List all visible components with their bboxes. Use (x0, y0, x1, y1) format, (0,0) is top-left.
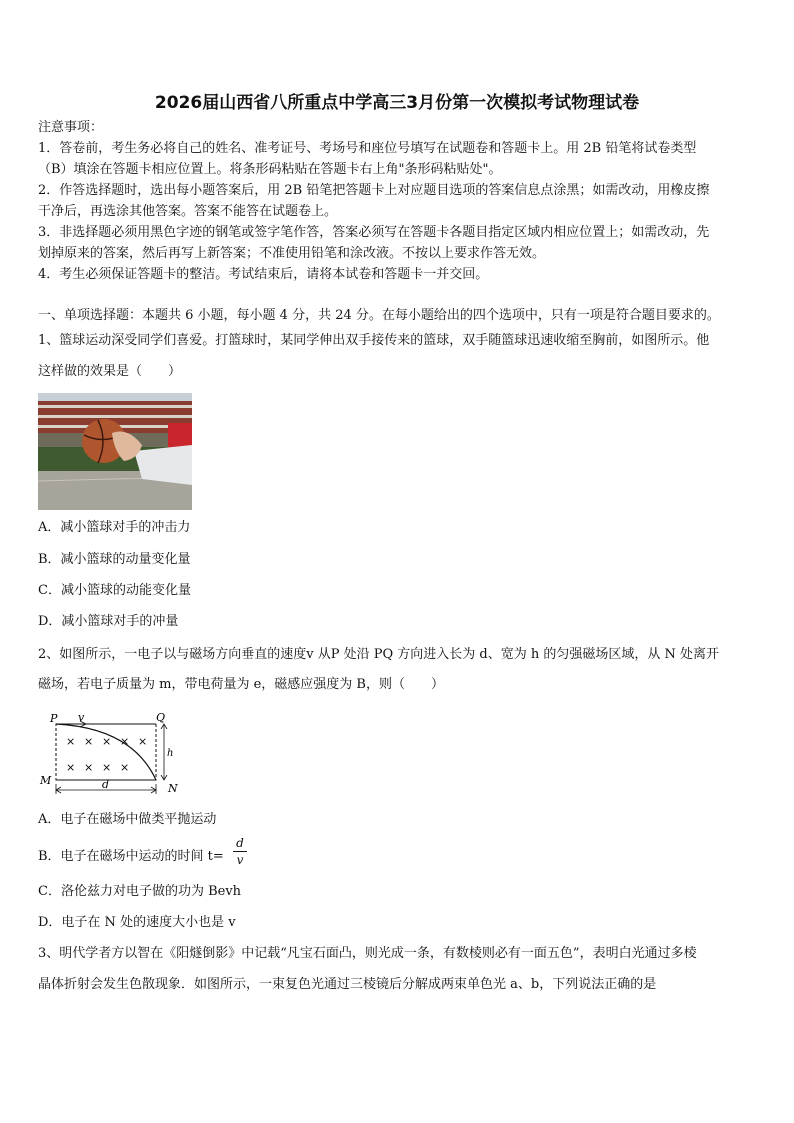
notice-line: 2．作答选择题时，选出每小题答案后，用 2B 铅笔把答题卡上对应题目选项的答案信息点涂黑；如需改动，用橡皮擦 (38, 183, 710, 198)
q3-stem: 3、明代学者方以智在《阳燧倒影》中记载“凡宝石面凸，则光成一条，有数棱则必有一面五色”，表明白光通过多棱 (38, 946, 697, 961)
cross-mark: × (84, 735, 94, 748)
notice-line: 干净后，再选涂其他答案。答案不能答在试题卷上。 (38, 204, 338, 219)
magnetic-field-diagram (36, 708, 186, 804)
q1-stem: 这样做的效果是（ ） (38, 364, 182, 379)
cross-mark: × (138, 735, 148, 748)
q2-option-d: D．电子在 N 处的速度大小也是 v (38, 915, 236, 930)
notice-line: 3．非选择题必须用黑色字迹的钢笔或签字笔作答，答案必须写在答题卡各题目指定区域内相应位置上；如需改动，先 (38, 225, 710, 240)
notice-line: 划掉原来的答案，然后再写上新答案；不准使用铅笔和涂改液。不按以上要求作答无效。 (38, 246, 546, 261)
notice-heading: 注意事项： (38, 120, 104, 135)
basketball-photo (38, 393, 192, 510)
q2-option-b: B．电子在磁场中运动的时间 t= (38, 849, 224, 864)
label-q: Q (156, 711, 166, 724)
section-heading: 一、单项选择题：本题共 6 小题，每小题 4 分，共 24 分。在每小题给出的四个选项中，只有一项是符合题目要求的。 (38, 308, 720, 323)
q1-option-c: C．减小篮球的动能变化量 (38, 583, 191, 598)
fraction-numerator: d (236, 836, 244, 850)
cross-mark: × (102, 735, 112, 748)
q1-option-b: B．减小篮球的动量变化量 (38, 552, 191, 567)
fraction-denominator: v (236, 853, 244, 867)
q3-stem: 晶体折射会发生色散现象．如图所示，一束复色光通过三棱镜后分解成两束单色光 a、b，下列说法正确的是 (38, 977, 657, 992)
cross-mark: × (120, 735, 130, 748)
q1-option-a: A．减小篮球对手的冲击力 (38, 520, 191, 535)
cross-mark: × (66, 735, 76, 748)
label-d: d (102, 778, 110, 791)
q2-option-a: A．电子在磁场中做类平抛运动 (38, 812, 217, 827)
notice-line: （B）填涂在答题卡相应位置上。将条形码粘贴在答题卡右上角"条形码粘贴处"。 (38, 162, 502, 177)
q2-stem: 2、如图所示，一电子以与磁场方向垂直的速度v 从P 处沿 PQ 方向进入长为 d、宽为 h 的匀强磁场区域，从 N 处离开 (38, 647, 720, 662)
q1-stem: 1、篮球运动深受同学们喜爱。打篮球时，某同学伸出双手接传来的篮球，双手随篮球迅速收缩至胸前，如图所示。他 (38, 333, 710, 348)
notice-line: 1．答卷前，考生务必将自己的姓名、准考证号、考场号和座位号填写在试题卷和答题卡上。用 2B 铅笔将试卷类型 (38, 141, 697, 156)
fraction-d-over-v (233, 836, 247, 867)
notice-line: 4．考生必须保证答题卡的整洁。考试结束后，请将本试卷和答题卡一并交回。 (38, 267, 489, 282)
label-n: N (168, 782, 178, 795)
label-v: v (78, 711, 85, 724)
cross-mark: × (66, 761, 76, 774)
q2-stem: 磁场，若电子质量为 m，带电荷量为 e，磁感应强度为 B，则（ ） (38, 677, 444, 692)
label-m: M (40, 774, 52, 787)
cross-mark: × (120, 761, 130, 774)
label-h: h (167, 748, 174, 759)
cross-mark: × (84, 761, 94, 774)
q2-option-c: C．洛伦兹力对电子做的功为 Bevh (38, 884, 242, 899)
cross-mark: × (102, 761, 112, 774)
label-p: P (50, 712, 58, 725)
page-title: 2026届山西省八所重点中学高三3月份第一次模拟考试物理试卷 (154, 93, 640, 113)
q1-option-d: D．减小篮球对手的冲量 (38, 614, 179, 629)
